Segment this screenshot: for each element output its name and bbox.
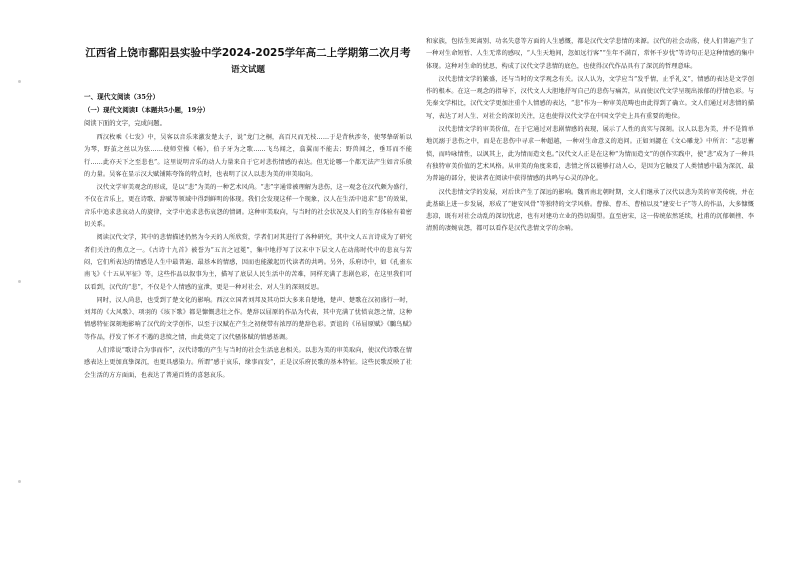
exam-subtitle: 语文试题 — [230, 65, 265, 75]
section-heading: 一、现代文阅读（35分） — [84, 93, 160, 101]
passage-paragraph: 人们常说“歌诗合为事而作”，汉代诗歌的产生与当时的社会生活息息相关。以悲为美的审美取向，使汉代诗歌在情感表达上更加真挚深沉，也更具感染力。所谓“感于哀乐，缘事而发”，正是汉乐府民歌的基本特征。这些民歌反映了社会生活的方方面面，也表达了普通百姓的喜怒哀乐。 — [84, 347, 412, 379]
exam-title: 江西省上饶市鄱阳县实验中学2024-2025学年高二上学期第二次月考 — [85, 47, 411, 59]
binding-dot — [18, 80, 21, 83]
subsection-heading: （一）现代文阅读Ⅰ（本题共5小题，19分） — [84, 106, 209, 114]
right-column — [426, 36, 754, 237]
passage-paragraph: 汉代文学审美观念的形成，是以“悲”为美的一种艺术风尚。“悲”字通常被理解为悲伤，这一观念在汉代颇为盛行，不仅在音乐上，更在诗歌、辞赋等领域中得到鲜明的体现。我们会发现这样一个现象，汉人在生活中追求“悲”的效果，音乐中追求悲哀动人的旋律，文学中追求悲伤哀怨的情调。这种审美取向，与当时的社会状况及人们的生存体验有着密切关系。 — [84, 184, 412, 229]
passage-paragraph: 和家族，包括生死离别、功名失意等方面的人生感慨，都是汉代文学悲情的来源。汉代的社会动荡，使人们普遍产生了一种对生命短暂、人生无常的感叹，“人生天地间，忽如远行客”“生年不满百，常怀千岁忧”等诗句正是这种情感的集中体现。这种对生命的忧思，构成了汉代文学悲情的底色，也使得汉代作品具有了深沉的哲理意味。 — [426, 38, 754, 70]
passage-paragraph: 同时，汉人尚悲，也受到了楚文化的影响。西汉立国者刘邦及其功臣大多来自楚地，楚声、楚歌在汉初盛行一时，刘邦的《大风歌》、项羽的《垓下歌》都是慷慨悲壮之作。楚辞以屈原的作品为代表，其中充满了忧愤哀怨之情，这种情感特征深刻地影响了汉代的文学创作，以至于汉赋在产生之初便带有浓厚的楚辞色彩。贾谊的《吊屈原赋》《鵩鸟赋》等作品，抒发了怀才不遇的悲愤之情，由此奠定了汉代骚体赋的情感基调。 — [84, 296, 412, 341]
passage-paragraph: 汉代悲情文学的繁盛，还与当时的文学观念有关。汉人认为，文学应当“发乎情，止乎礼义”，情感的表达是文学创作的根本。在这一观念的指导下，汉代文人大胆地抒写自己的悲伤与痛苦，从而使汉代文学呈现出浓郁的抒情色彩。与先秦文学相比，汉代文学更加注重个人情感的表达，“悲”作为一种审美范畴也由此得到了确立。文人们通过对悲情的描写，表达了对人生、对社会的深切关注，这也使得汉代文学在中国文学史上具有重要的地位。 — [426, 75, 754, 120]
passage-paragraph: 汉代悲情文学的发展，对后世产生了深远的影响。魏晋南北朝时期，文人们继承了汉代以悲为美的审美传统，并在此基础上进一步发展，形成了“建安风骨”等独特的文学风格。曹操、曹丕、曹植以及“建安七子”等人的作品，大多慷慨悲凉，既有对社会动乱的深切忧虑，也有对建功立业的热切渴望。直至唐宋，这一传统依然延续，杜甫的沉郁顿挫、李清照的凄婉哀怨，都可以看作是汉代悲情文学的余响。 — [426, 188, 754, 233]
binding-dot — [18, 280, 21, 283]
binding-margin — [6, 20, 32, 540]
reading-instruction: 阅读下面的文字，完成问题。 — [84, 120, 166, 127]
passage-paragraph: 阅读汉代文学，其中的悲情描述仍然为今天的人所欣赏，学者们对其进行了各种研究，其中文人五言诗成为了研究者们关注的焦点之一。《古诗十九首》被誉为“五言之冠冕”，集中地抒写了汉末中下层文人在动荡时代中的悲哀与苦闷，它们所表达的情感是人生中最普遍、最基本的情感，因而也能激起历代读者的共鸣。另外，乐府诗中，如《孔雀东南飞》《十五从军征》等，这些作品以叙事为主，描写了底层人民生活中的苦难，同样充满了悲剧色彩，在这里我们可以看到，汉代的“悲”，不仅是个人情感的宣泄，更是一种对社会、对人生的深刻反思。 — [84, 234, 412, 291]
left-column — [84, 34, 412, 383]
passage-paragraph: 西汉枚乘《七发》中，吴客以音乐来激发楚太子，说“龙门之桐，高百尺而无枝……于是背秋涉冬，使琴挚斫斩以为琴，野茧之丝以为弦……使师堂操《畅》，伯子牙为之歌……飞鸟闻之，翕翼而不能去；野兽闻之，垂耳而不能行……此亦天下之至悲也”。这里说明音乐的动人力量来自于它对悲伤情感的表达。但无论哪一个都无法产生如音乐般的力量。吴客在显示汉大赋铺陈夸饰的特点时，也表明了汉人以悲为美的审美取向。 — [84, 134, 412, 178]
binding-dot — [18, 480, 21, 483]
passage-paragraph: 汉代悲情文学的审美价值，在于它通过对悲剧情感的表现，展示了人性的真实与深刻。汉人以悲为美，并不是简单地沉溺于悲伤之中，而是在悲伤中寻求一种超越，一种对生命意义的追问。正如刘勰在《文心雕龙》中所言：“志思蓄愤，而吟咏情性，以讽其上，此为情而造文也。”汉代文人正是在这种“为情而造文”的创作实践中，使“悲”成为了一种具有独特审美价值的艺术风格。从审美的角度来看，悲情之所以能够打动人心，是因为它触及了人类情感中最为深沉、最为普遍的部分，使读者在阅读中获得情感的共鸣与心灵的净化。 — [426, 126, 754, 183]
